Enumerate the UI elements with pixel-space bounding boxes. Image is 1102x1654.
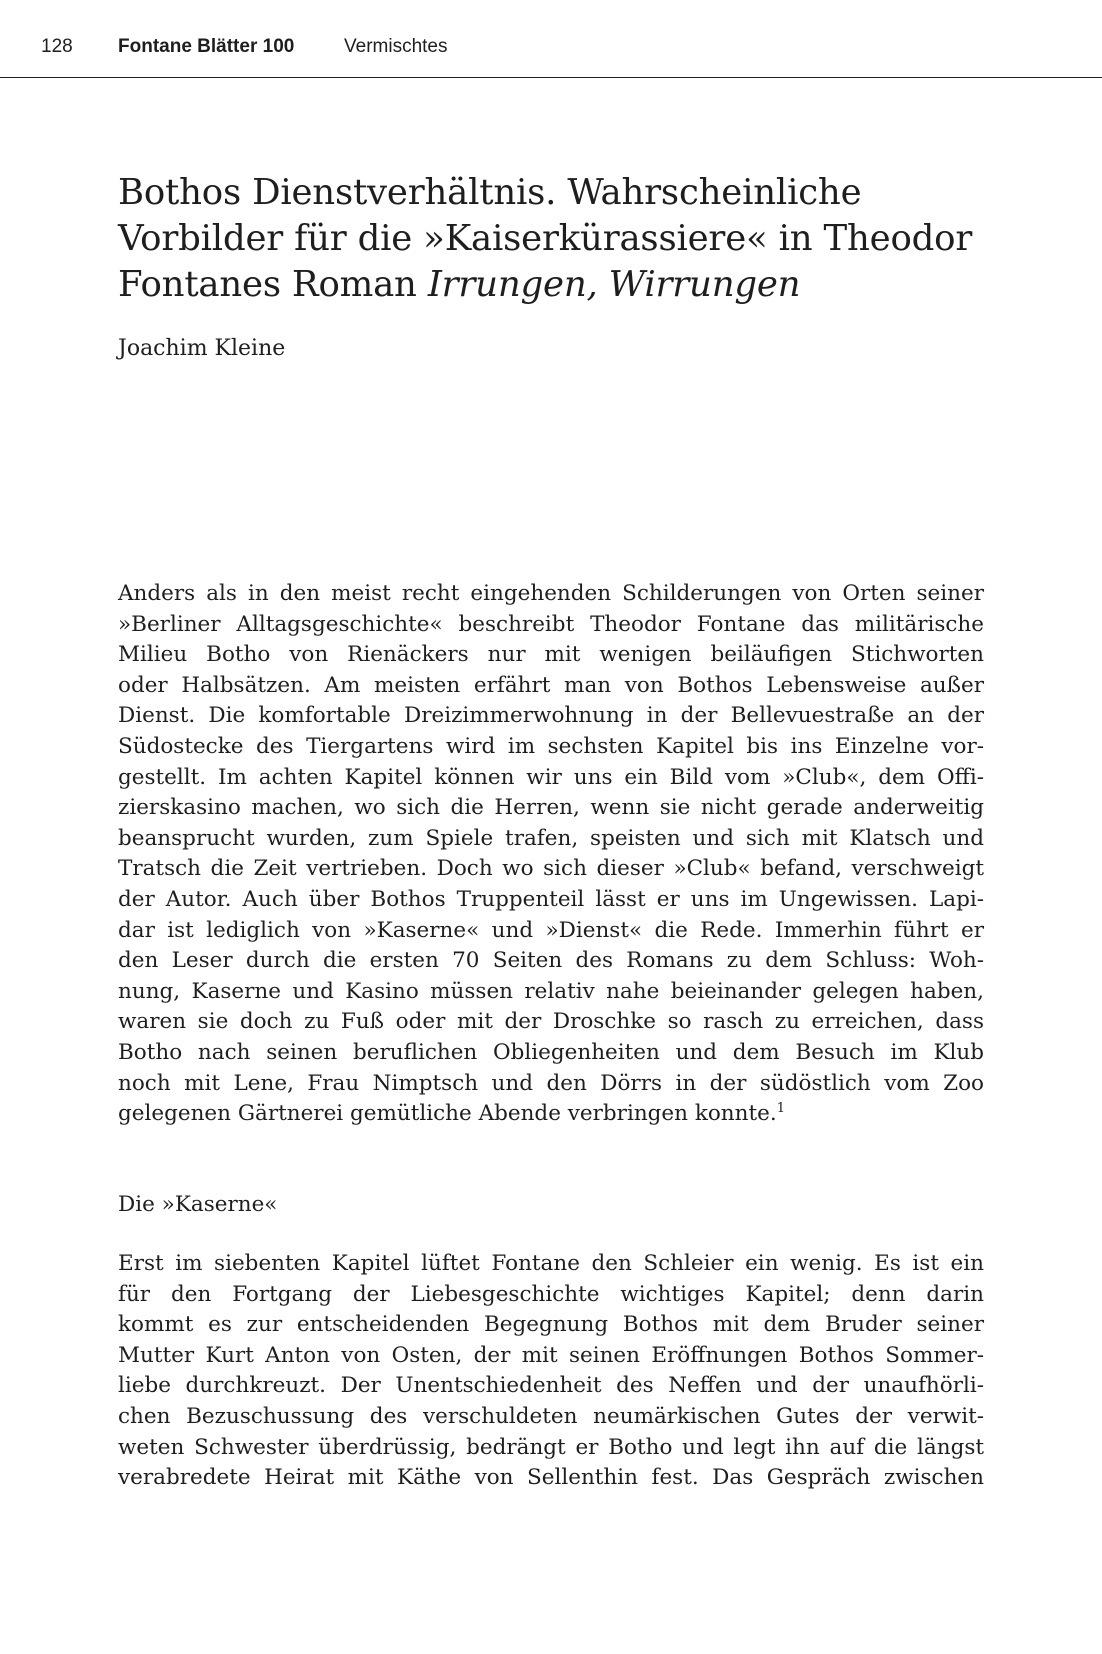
text-line-content: gelegenen Gärtnerei gemütliche Abende verbringen konnte. [118, 1101, 777, 1127]
text-line: kommt es zur entscheidenden Begegnung Bothos mit dem Bruder seiner [118, 1312, 984, 1338]
title-italic: Irrungen, Wirrungen [427, 264, 801, 305]
article-title [118, 170, 1018, 308]
footnote-marker[interactable]: 1 [776, 1101, 785, 1117]
text-line: Botho nach seinen beruflichen Obliegenheiten und dem Besuch im Klub [118, 1039, 984, 1065]
text-line: Mutter Kurt Anton von Osten, der mit seinen Eröffnungen Bothos Sommer- [118, 1342, 984, 1368]
text-line: Dienst. Die komfortable Dreizimmerwohnung in der Bellevuestraße an der [118, 703, 984, 729]
author-name: Joachim Kleine [118, 336, 286, 361]
journal-title: Fontane Blätter 100 [118, 36, 295, 57]
text-line: Erst im siebenten Kapitel lüftet Fontane den Schleier ein wenig. Es ist ein [118, 1251, 984, 1276]
title-line: Fontanes Roman [118, 264, 428, 305]
section-heading: Die »Kaserne« [118, 1192, 278, 1217]
text-line: verabredete Heirat mit Käthe von Sellenthin fest. Das Gespräch zwischen [118, 1465, 984, 1491]
text-line: Milieu Botho von Rienäckers nur mit wenigen beiläufigen Stichworten [118, 642, 984, 668]
paragraph-kaserne [118, 1249, 984, 1494]
text-line: liebe durchkreuzt. Der Unentschiedenheit des Neffen und der unaufhörli- [118, 1373, 984, 1399]
text-line: den Leser durch die ersten 70 Seiten des Romans zu dem Schluss: Woh- [118, 948, 984, 974]
running-head [0, 0, 1102, 78]
text-line: Anders als in den meist recht eingehenden Schilderungen von Orten seiner [118, 581, 984, 606]
title-line: Bothos Dienstverhältnis. Wahrscheinliche [118, 172, 862, 213]
text-line: für den Fortgang der Liebesgeschichte wichtiges Kapitel; denn darin [118, 1281, 984, 1307]
text-line: dar ist lediglich von »Kaserne« und »Dienst« die Rede. Immerhin führt er [118, 917, 984, 943]
text-line: Tratsch die Zeit vertrieben. Doch wo sich dieser »Club« befand, verschweigt [118, 856, 984, 882]
page-number: 128 [41, 36, 73, 57]
paragraph-intro [118, 579, 984, 1130]
text-line: gestellt. Im achten Kapitel können wir uns ein Bild vom »Club«, dem Offi- [118, 764, 984, 790]
text-line-last [118, 1099, 984, 1130]
text-line: der Autor. Auch über Bothos Truppenteil lässt er uns im Ungewissen. Lapi- [118, 886, 984, 912]
text-line: Südostecke des Tiergartens wird im sechsten Kapitel bis ins Einzelne vor- [118, 733, 984, 759]
text-line: nung, Kaserne und Kasino müssen relativ nahe beieinander gelegen haben, [118, 978, 984, 1004]
title-line: Vorbilder für die »Kaiserkürassiere« in Theodor [118, 218, 973, 259]
text-line: waren sie doch zu Fuß oder mit der Droschke so rasch zu erreichen, dass [118, 1009, 984, 1035]
text-line: oder Halbsätzen. Am meisten erfährt man von Bothos Lebensweise außer [118, 672, 984, 698]
text-line: chen Bezuschussung des verschuldeten neumärkischen Gutes der verwit- [118, 1403, 984, 1429]
text-line: weten Schwester überdrüssig, bedrängt er Botho und legt ihn auf die längst [118, 1434, 984, 1460]
section-name: Vermischtes [344, 36, 448, 57]
text-line: zierskasino machen, wo sich die Herren, wenn sie nicht gerade anderweitig [118, 795, 984, 821]
text-line: beansprucht wurden, zum Spiele trafen, speisten und sich mit Klatsch und [118, 825, 984, 851]
text-line: »Berliner Alltagsgeschichte« beschreibt Theodor Fontane das militärische [118, 611, 984, 637]
text-line: noch mit Lene, Frau Nimptsch und den Dörrs in der südöstlich vom Zoo [118, 1070, 984, 1096]
